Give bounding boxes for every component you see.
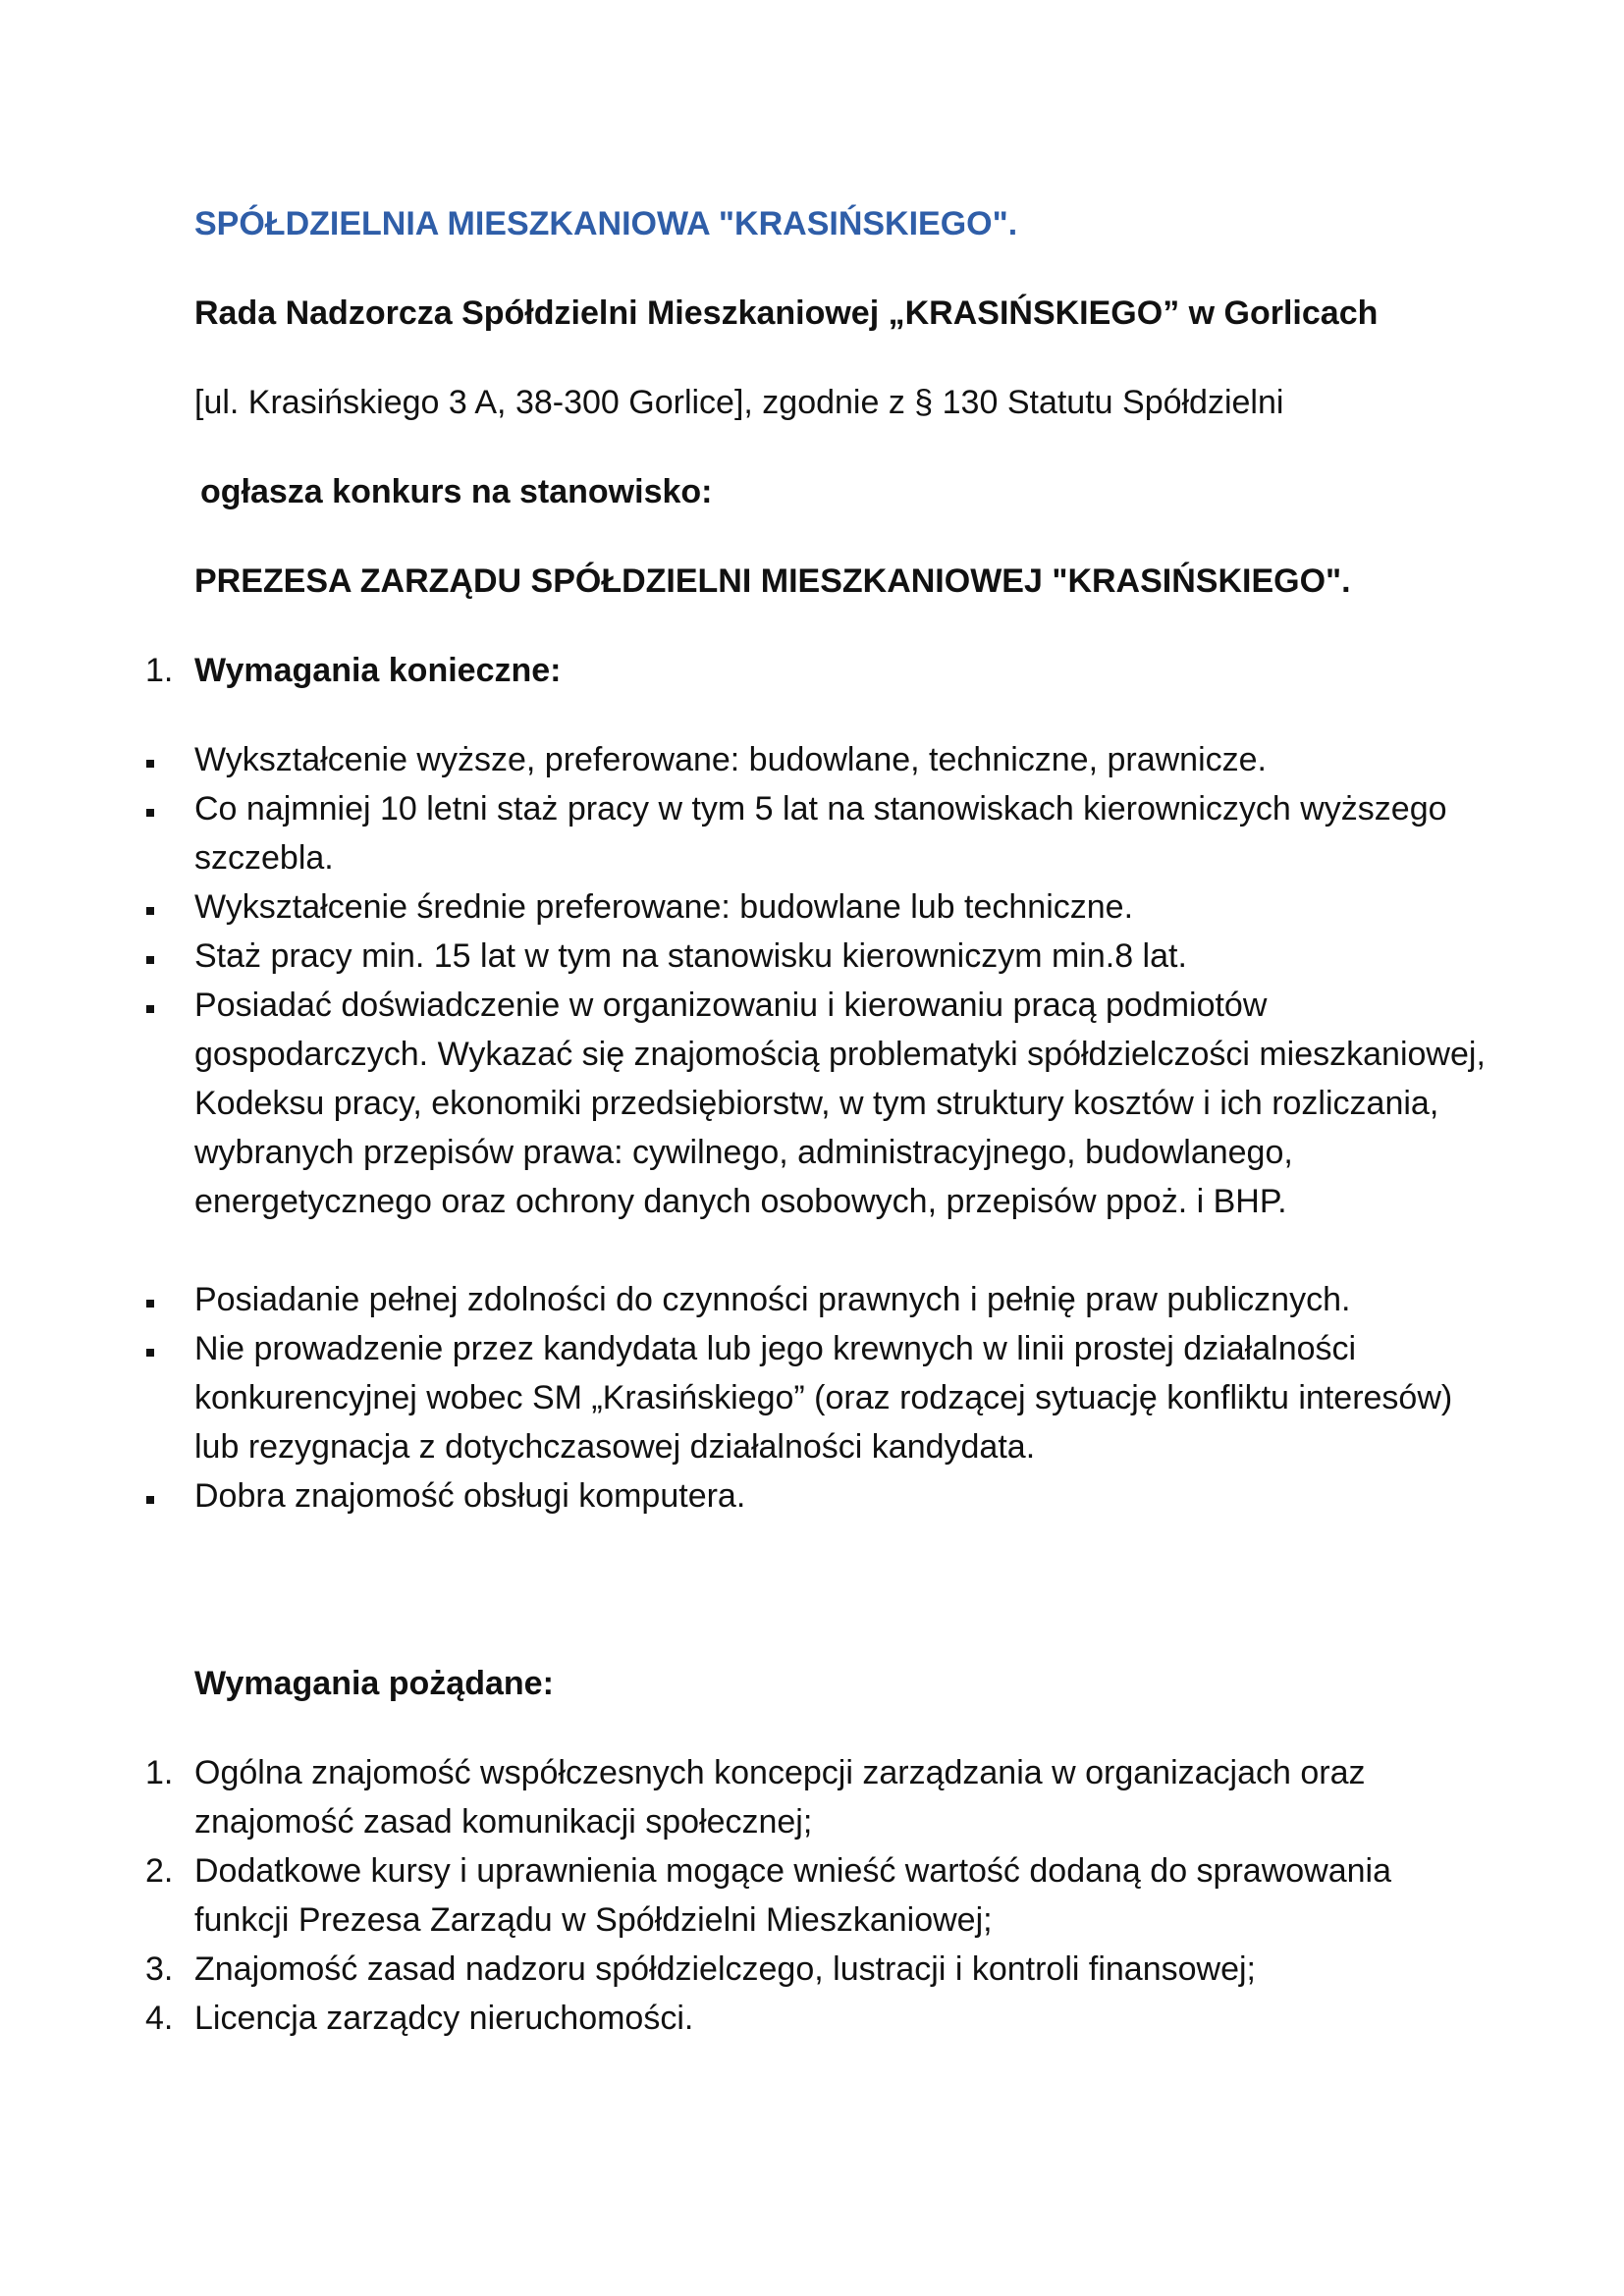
bullet-icon [146,1349,154,1357]
desired-item-number: 1. [145,1754,174,1791]
desired-item: Znajomość zasad nadzoru spółdzielczego, lustracji i kontroli finansowej; [194,1950,1256,1988]
requirement-item: Dobra znajomość obsługi komputera. [194,1477,746,1515]
bullet-icon [146,809,154,817]
requirement-item: Co najmniej 10 letni staż pracy w tym 5 lat na stanowiskach kierowniczych wyższego szczebla. [194,790,1447,877]
requirement-item: Posiadanie pełnej zdolności do czynności prawnych i pełnię praw publicznych. [194,1281,1351,1318]
bullet-icon [146,1300,154,1308]
bullet-icon [146,1005,154,1013]
section1-number: 1. [145,652,174,689]
desired-item: Dodatkowe kursy i uprawnienia mogące wnieść wartość dodaną do sprawowania funkcji Prezesa Zarządu w Spółdzielni Mieszkaniowej; [194,1852,1391,1939]
desired-item: Licencja zarządcy nieruchomości. [194,2000,694,2037]
section1-title: Wymagania konieczne: [194,652,562,689]
org-title: SPÓŁDZIELNIA MIESZKANIOWA "KRASIŃSKIEGO". [194,205,1018,242]
bullet-icon [146,1496,154,1504]
requirement-item: Nie prowadzenie przez kandydata lub jego krewnych w linii prostej działalności konkurencyjnej wobec SM „Krasińskiego” (oraz rodzącej sytuację konfliktu interesów) lub rezygnacja z dotychczasowej działalności kandydata. [194,1330,1453,1466]
announce-line: ogłasza konkurs na stanowisko: [200,473,713,510]
requirement-item: Wykształcenie średnie preferowane: budowlane lub techniczne. [194,888,1134,926]
address-line: [ul. Krasińskiego 3 A, 38-300 Gorlice], zgodnie z § 130 Statutu Spółdzielni [194,384,1284,421]
requirement-item: Posiadać doświadczenie w organizowaniu i kierowaniu pracą podmiotów gospodarczych. Wykazać się znajomością problematyki spółdzielczości mieszkaniowej, Kodeksu pracy, ekonomiki przedsiębiorstw, w tym struktury kosztów i ich rozliczania, wybranych przepisów prawa: cywilnego, administracyjnego, budowlanego, energetycznego oraz ochrony danych osobowych, przepisów ppoż. i BHP. [194,987,1486,1220]
position-title: PREZESA ZARZĄDU SPÓŁDZIELNI MIESZKANIOWEJ "KRASIŃSKIEGO". [194,562,1351,600]
desired-item-number: 2. [145,1852,174,1890]
desired-item: Ogólna znajomość współczesnych koncepcji zarządzania w organizacjach oraz znajomość zasad komunikacji społecznej; [194,1754,1366,1841]
section2-title: Wymagania pożądane: [194,1665,554,1702]
bullet-icon [146,760,154,768]
desired-item-number: 3. [145,1950,174,1988]
desired-item-number: 4. [145,2000,174,2037]
requirement-item: Wykształcenie wyższe, preferowane: budowlane, techniczne, prawnicze. [194,741,1268,778]
bullet-icon [146,907,154,915]
requirement-item: Staż pracy min. 15 lat w tym na stanowisku kierowniczym min.8 lat. [194,937,1187,975]
bullet-icon [146,956,154,964]
council-line: Rada Nadzorcza Spółdzielni Mieszkaniowej „KRASIŃSKIEGO” w Gorlicach [194,294,1379,332]
